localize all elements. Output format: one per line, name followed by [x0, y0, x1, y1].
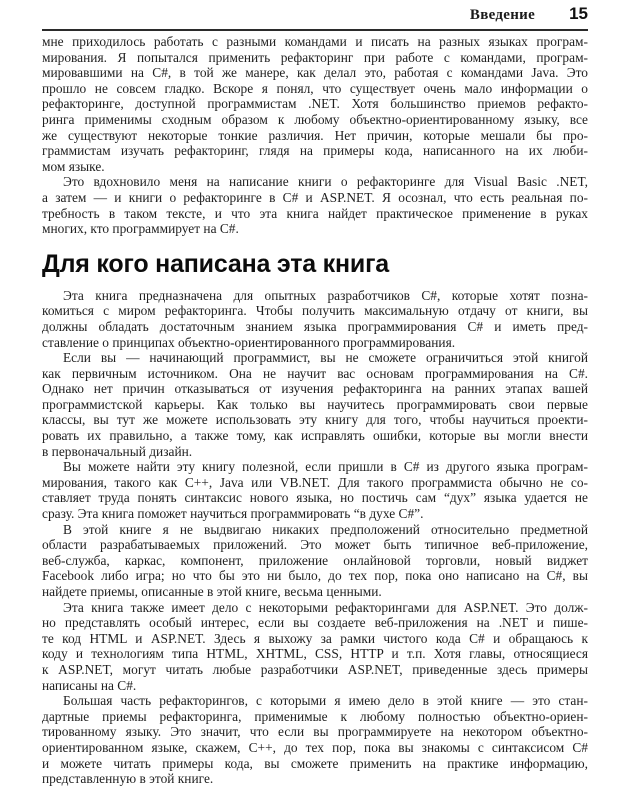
text-line: мом языке.: [42, 158, 105, 174]
text-line: ставление о принципах объектно-ориентированного программирования.: [42, 334, 456, 350]
paragraph: [42, 288, 588, 350]
paragraph: [42, 350, 588, 459]
paragraph: [42, 522, 588, 600]
text-line: Facebook либо игра; но что бы это ни было, до тех пор, пока оно написано на C#, вы: [42, 568, 588, 584]
paragraph: [42, 174, 588, 236]
text-line: ринга применимы сходным образом к любому объектно-ориентированному языку, все: [42, 111, 588, 127]
text-line: ставляет труда понять синтаксис нового языка, но постичь сам “дух” языка удается не: [42, 490, 588, 506]
text-line: области разрабатываемых приложений. Это может быть типичное веб-приложение,: [42, 537, 588, 553]
text-line: в первоначальный дизайн.: [42, 443, 193, 459]
paragraph: [42, 693, 588, 787]
text-line: Это вдохновило меня на написание книги о рефакторинге для Visual Basic .NET,: [63, 174, 588, 190]
text-line: и можете читать примеры кода, вы сможете применить на практике информацию,: [42, 755, 588, 771]
text-line: мне приходилось работать с разными командами и писать на разных языках програм-: [42, 34, 588, 49]
text-line: классы, вы тут же можете использовать эту книгу для того, чтобы научиться проекти-: [42, 412, 588, 428]
text-line: же существуют некоторые тонкие различия. Нет причин, которые мешали бы про-: [42, 127, 588, 143]
page-number: 15: [569, 4, 588, 23]
text-line: комиться с миром рефакторинга. Чтобы получить максимальную отдачу от книги, вы: [42, 303, 588, 319]
text-line: граммистам изучать рефакторинг, глядя на примеры кода, написанного на их люби-: [42, 143, 588, 159]
section-heading: Для кого написана эта книга: [42, 249, 389, 278]
text-line: тированному языку. Это значит, что если вы программируете на некотором объектно-: [42, 724, 588, 740]
text-line: В этой книге я не выдвигаю никаких предположений относительно предметной: [63, 521, 588, 537]
text-line: но представлять особый интерес, если вы создаете веб-приложения на .NET и пише-: [42, 615, 588, 631]
text-line: требность в таком тексте, и что эта книга найдет практическое применение в руках: [42, 205, 588, 221]
text-line: программистской карьеры. Как только вы научитесь программировать свои первые: [42, 396, 588, 412]
text-line: веб-служба, каркас, компонент, приложение онлайновой торговли, новый виджет: [42, 552, 588, 568]
text-line: Большая часть рефакторингов, с которыми я имею дело в этой книге — это стан-: [63, 693, 588, 709]
text-line: Эта книга также имеет дело с некоторыми рефакторингами для ASP.NET. Это долж-: [63, 599, 588, 615]
text-line: ровать их правильно, а также тому, как исправлять ошибки, которые вы могли внести: [42, 428, 588, 444]
text-line: представленную в этой книге.: [42, 771, 214, 787]
text-line: коду и технологиям типа HTML, XHTML, CSS, HTTP и т.п. Хотя главы, относящиеся: [42, 646, 588, 662]
text-line: дартные приемы рефакторинга, применимые к любому полностью объектно-ориен-: [42, 708, 588, 724]
text-line: а затем — и книги о рефакторинге в C# и ASP.NET. Я осознал, что есть реальная по-: [42, 189, 588, 205]
text-line: мирования. Я попытался применить рефакторинг при работе с командами, програм-: [42, 49, 588, 65]
text-line: Однако нет причин отказываться от изучения рефакторинга на ранних этапах вашей: [42, 381, 588, 397]
text-line: ориентированном языке, скажем, C++, до тех пор, пока вы знакомы с синтаксисом C#: [42, 739, 588, 755]
text-line: рефакторинге, доступной программистам .NET. Хотя большинство приемов рефакто-: [42, 96, 588, 112]
text-line: к ASP.NET, могут читать любые разработчики ASP.NET, приведенные здесь примеры: [42, 661, 588, 677]
text-line: найдете приемы, описанные в этой книге, весьма ценными.: [42, 584, 382, 599]
paragraph: [42, 600, 588, 694]
text-line: написаны на C#.: [42, 677, 137, 693]
page-body: [42, 34, 588, 787]
text-line: как первичным источником. Она не научит вас основам программирования на C#.: [42, 365, 588, 381]
text-line: прошло не совсем гладко. Вскоре я понял, что существует очень мало информации о: [42, 80, 588, 96]
text-line: сразу. Эта книга поможет научиться программировать “в духе C#”.: [42, 506, 424, 522]
chapter-title: Введение: [469, 7, 536, 23]
text-line: мировавшими на C#, в той же манере, как делал это, работая с командами Java. Это: [42, 65, 588, 81]
text-line: Вы можете найти эту книгу полезной, если пришли в C# из другого языка програм-: [63, 459, 588, 475]
paragraph: [42, 34, 588, 174]
text-line: те код HTML и ASP.NET. Здесь я выхожу за рамки чистого кода C# и обращаюсь к: [42, 630, 588, 646]
text-line: должны обладать достаточным знанием языка программирования C# и иметь пред-: [42, 318, 588, 334]
text-line: Эта книга предназначена для опытных разработчиков C#, которые хотят позна-: [63, 287, 588, 303]
text-line: Если вы — начинающий программист, вы не сможете ограничиться этой книгой: [63, 350, 588, 366]
text-line: мирования, такого как C++, Java или VB.NET. Для такого программиста обычно не со-: [42, 474, 588, 490]
paragraph: [42, 459, 588, 521]
text-line: многих, кто программирует на C#.: [42, 221, 239, 237]
running-head: [42, 4, 588, 31]
